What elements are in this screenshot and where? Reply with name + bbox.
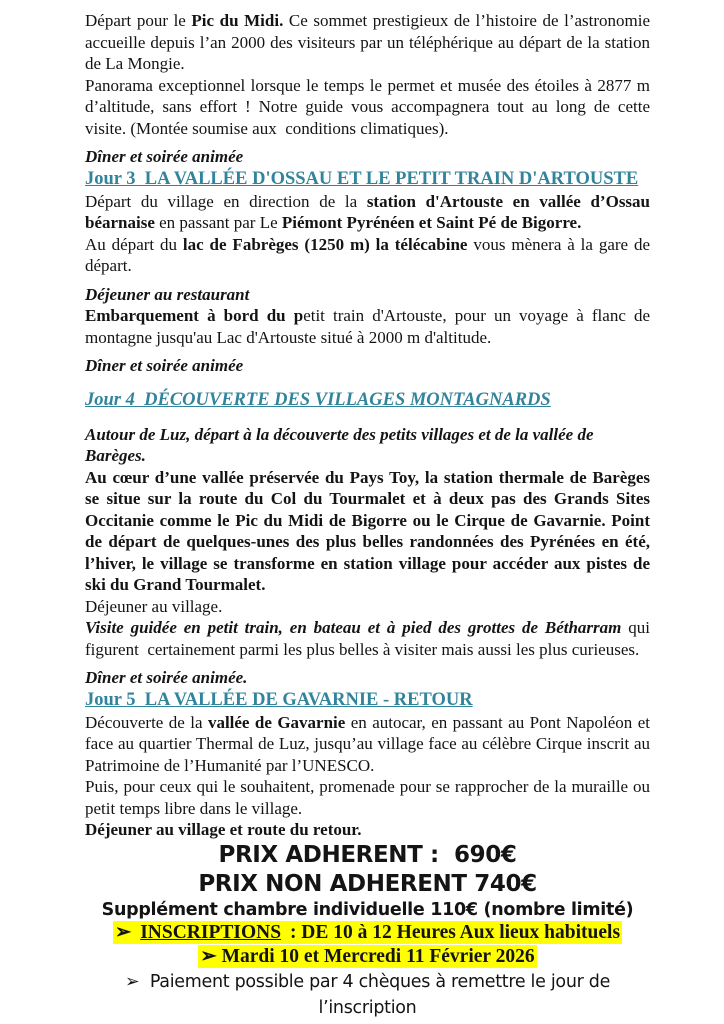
para-pays-toy xyxy=(85,467,655,596)
text-run: qui figurent certainement parmi les plus belles à visiter mais aussi les plus curieuses. xyxy=(85,618,655,659)
text-run: Au cœur d’une vallée préservée du Pays Toy, la station thermale de Barèges se situe sur la route du Col du Tourmalet et à deux pas des Grands Sites Occitanie comme le Pic du Midi de Bigorre ou le Cirque de Gavarnie. Point de départ de quelques-unes des plus belles randonnées des Pyrénées en été, l’hiver, le village se transforme en station village pour accéder aux pistes de ski du Grand Tourmalet. xyxy=(85,467,655,594)
text-run: lac de Fabrèges (1250 m) la télécabine xyxy=(182,234,468,254)
text-run: Dîner et soirée animée xyxy=(85,356,244,375)
line-diner-soiree-1 xyxy=(85,146,650,168)
text-run: Départ pour le xyxy=(85,11,192,30)
text-run: Panorama exceptionnel lorsque le temps le permet et musée des étoiles à 2877 m d’altitude, sans effort ! Notre guide vous accompagnera tout au long de cette visite. (Montée soumise aux conditions climatiques). xyxy=(85,75,655,138)
text-run: PRIX ADHERENT : 690€ xyxy=(218,841,517,868)
para-embarquement xyxy=(85,305,655,348)
text-run: en autocar, en passant au Pont Napoléon et face au quartier Thermal de Luz, jusqu’au village face au célèbre Cirque inscrit au Patrimoine de l’Humanité par l’UNESCO. xyxy=(85,712,655,775)
line-prix-non-adherent xyxy=(85,870,650,899)
text-run: station d'Artouste en vallée d’Ossau béarnaise xyxy=(85,191,655,232)
text-run: : DE 10 à 12 Heures Aux lieux habituels xyxy=(285,921,621,943)
para-panorama xyxy=(85,75,655,140)
line-dates-inscription xyxy=(85,945,650,969)
text-run: Autour de Luz, départ à la découverte des petits villages et de la vallée de Barèges. xyxy=(85,424,598,465)
line-diner-soiree-3 xyxy=(85,667,650,689)
document-content xyxy=(85,10,655,1021)
line-dejeuner-restaurant xyxy=(85,284,650,306)
text-run: Dîner et soirée animée. xyxy=(85,668,248,687)
text-run: ➢ Paiement possible par 4 chèques à remettre le jour de l’inscription xyxy=(124,971,616,1018)
text-run: Jour 3 LA VALLÉE D'OSSAU ET LE PETIT TRAIN D'ARTOUSTE xyxy=(85,168,639,189)
text-run: Ce sommet prestigieux de l’histoire de l’astronomie accueille depuis l’an 2000 des visiteurs par un téléphérique au départ de la station de La Mongie. xyxy=(85,11,655,73)
line-diner-soiree-2 xyxy=(85,355,650,377)
text-run: Supplément chambre individuelle 110€ (nombre limité) xyxy=(101,899,634,920)
text-run: INSCRIPTIONS xyxy=(140,921,282,943)
text-run: Déjeuner au village et route du retour. xyxy=(85,820,362,839)
text-run: vous mènera à la gare de départ. xyxy=(85,234,655,275)
line-inscriptions xyxy=(85,921,650,945)
para-autour-de-luz xyxy=(85,424,650,467)
text-run: Découverte de la xyxy=(85,712,208,732)
text-run: etit train d'Artouste, pour un voyage à flanc de montagne jusqu'au Lac d'Artouste situé à 2000 m d'altitude. xyxy=(85,306,655,347)
text-run: Déjeuner au village. xyxy=(85,596,223,616)
line-dejeuner-village xyxy=(85,596,650,618)
heading-jour-5 xyxy=(85,689,650,712)
heading-jour-4 xyxy=(85,389,650,412)
text-run: Puis, pour ceux qui le souhaitent, promenade pour se rapprocher de la muraille ou petit temps libre dans le village. xyxy=(85,777,655,818)
heading-jour-3 xyxy=(85,168,650,191)
text-run: Départ du village en direction de la xyxy=(85,191,367,211)
para-grottes-betharram xyxy=(85,617,655,660)
line-supplement-chambre xyxy=(85,899,650,921)
para-pic-du-midi xyxy=(85,10,655,75)
text-run: Jour 4 DÉCOUVERTE DES VILLAGES MONTAGNARDS xyxy=(85,389,551,410)
para-fabreges xyxy=(85,234,655,277)
text-run: vallée de Gavarnie xyxy=(207,712,346,732)
text-run: Jour 5 LA VALLÉE DE GAVARNIE - RETOUR xyxy=(85,689,473,710)
text-run: Piémont Pyrénéen et Saint Pé de Bigorre. xyxy=(281,213,582,232)
text-run: Visite guidée en petit train, en bateau et à pied des grottes de Bétharram xyxy=(85,618,622,637)
text-run: ➢ xyxy=(114,921,137,943)
text-run: en passant par Le xyxy=(154,213,282,232)
text-run: Pic du Midi. xyxy=(191,11,289,30)
para-station-artouste xyxy=(85,191,655,234)
para-gavarnie xyxy=(85,712,655,777)
text-run: Déjeuner au restaurant xyxy=(85,284,250,304)
text-run: Au départ du xyxy=(85,234,183,254)
text-run: PRIX NON ADHERENT 740€ xyxy=(198,870,537,897)
line-prix-adherent xyxy=(85,841,650,870)
para-promenade xyxy=(85,776,655,819)
text-run: Embarquement à bord du p xyxy=(85,306,304,325)
text-run: Dîner et soirée animée xyxy=(85,147,244,166)
text-run: ➢ Mardi 10 et Mercredi 11 Février 2026 xyxy=(200,945,535,967)
line-paiement xyxy=(85,969,650,1021)
line-dejeuner-retour xyxy=(85,819,650,841)
